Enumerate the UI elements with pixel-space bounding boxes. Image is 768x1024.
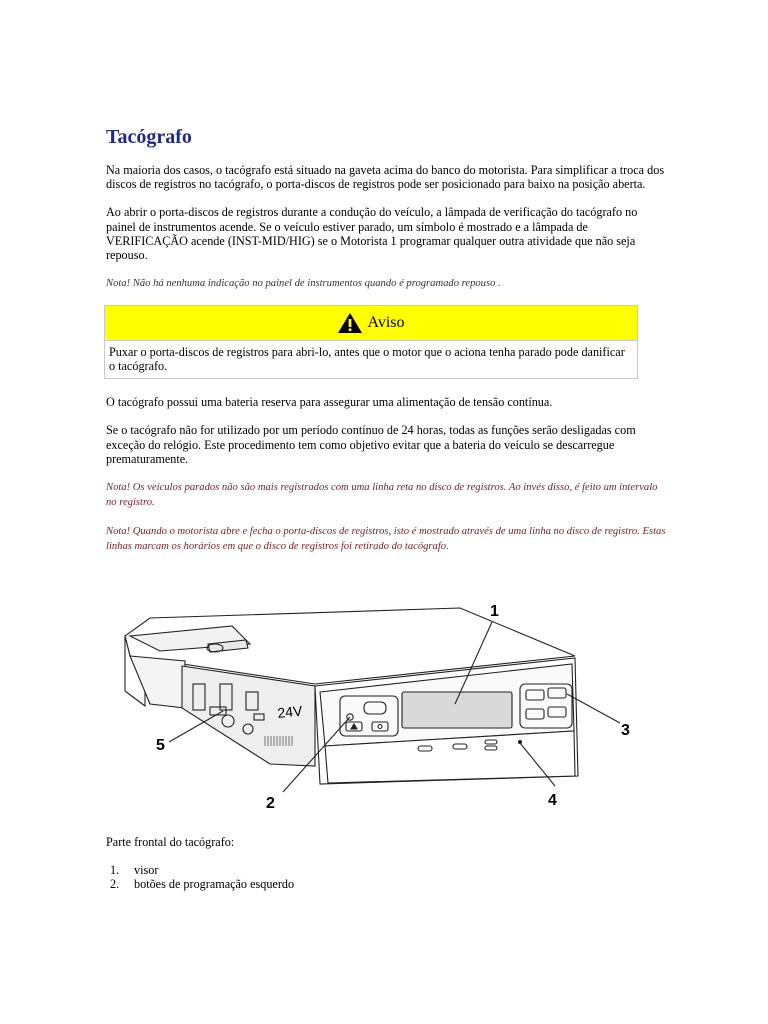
list-item bbox=[106, 877, 294, 891]
callout-5: 5 bbox=[156, 737, 165, 754]
callout-4: 4 bbox=[548, 792, 557, 809]
list-item-text: visor bbox=[134, 863, 159, 877]
note-1: Nota! Não há nenhuma indicação no painel de instrumentos quando é programado repouso . bbox=[106, 278, 501, 290]
warning-box bbox=[104, 305, 638, 379]
list-item-number: 2. bbox=[110, 877, 120, 891]
warning-icon bbox=[337, 312, 363, 334]
paragraph-3: O tacógrafo possui uma bateria reserva para assegurar uma alimentação de tensão contínua. bbox=[106, 395, 553, 410]
tachograph-figure bbox=[120, 596, 640, 821]
paragraph-1: Na maioria dos casos, o tacógrafo está situado na gaveta acima do banco do motorista. Para simplificar a troca dos discos de registros no tacógrafo, o porta-discos de registros pode ser posicionado para baixo na posição aberta. bbox=[106, 163, 665, 192]
document-body bbox=[106, 126, 666, 568]
warning-text: Puxar o porta-discos de registros para abri-lo, antes que o motor que o aciona tenha parado pode danificar o tacógrafo. bbox=[109, 345, 625, 374]
component-list bbox=[106, 863, 294, 891]
note-2: Nota! Os veículos parados não são mais registrados com uma linha reta no disco de registros. Ao invés disso, é feito um intervalo no registro. bbox=[106, 482, 658, 509]
list-item-number: 1. bbox=[110, 863, 120, 877]
paragraph-4: Se o tacógrafo não for utilizado por um período contínuo de 24 horas, todas as funções serão desligadas com exceção do relógio. Este procedimento tem como objetivo evitar que a bateria do veículo se descarregue prematuramente. bbox=[106, 423, 636, 466]
page-title: Tacógrafo bbox=[106, 126, 192, 148]
figure-caption: Parte frontal do tacógrafo: bbox=[106, 835, 235, 849]
warning-label: Aviso bbox=[367, 314, 405, 332]
callout-3: 3 bbox=[621, 722, 630, 739]
note-3: Nota! Quando o motorista abre e fecha o porta-discos de registros, isto é mostrado através de uma linha no disco de registro. Estas linhas marcam os horários em que o disco de registros foi retirado do tacógrafo. bbox=[106, 526, 666, 553]
list-item bbox=[106, 863, 294, 877]
paragraph-2: Ao abrir o porta-discos de registros durante a condução do veículo, a lâmpada de verificação do tacógrafo no painel de instrumentos acende. Se o veículo estiver parado, um símbolo é mostrado e a lâmpada de VERIFICAÇÃO acende (INST-MID/HIG) se o Motorista 1 programar qualquer outra atividade que não seja repouso. bbox=[106, 205, 638, 263]
voltage-label: 24V bbox=[276, 702, 304, 721]
list-item-text: botões de programação esquerdo bbox=[134, 877, 295, 891]
warning-header bbox=[105, 306, 637, 341]
callout-2: 2 bbox=[266, 795, 275, 812]
callout-1: 1 bbox=[490, 603, 499, 620]
